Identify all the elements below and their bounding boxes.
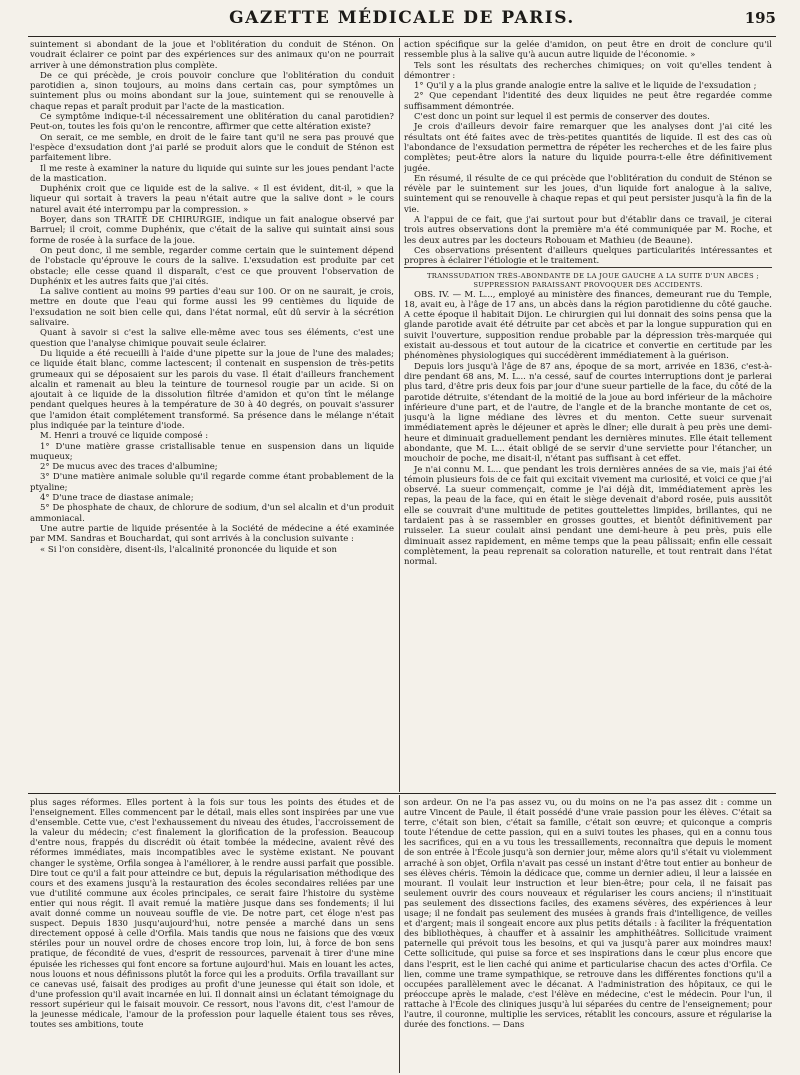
paragraph: A l'appui de ce fait, que j'ai surtout pour but d'établir dans ce travail, je citerai trois autres observations dont la première m'a été communiquée par M. Roche, et les deux autres par les docteurs Robouam et Mathieu (de Beaune).: [404, 215, 772, 246]
paragraph: Du liquide a été recueilli à l'aide d'une pipette sur la joue de l'une des malades; ce liquide était blanc, comme lactescent; il contenait en suspension de très-petits grumeaux qui se déposaient sur les parois du vase. Il était d'ailleurs franchement alcalin et ramenait au bleu la teinture de tournesol rougie par un acide. Si on ajoutait à ce liquide de la dissolution filtrée d'amidon et qu'on tînt le mélange pendant quelques heures à la température de 30 à 40 degrés, on pouvait s'assurer que l'amidon était complétement transformé. Sa présence dans le mélange n'était plus indiquée par la teinture d'iode.: [30, 348, 394, 431]
paragraph: M. Henri a trouvé ce liquide composé :: [40, 431, 209, 442]
list-item: 2° Que cependant l'identité des deux liquides ne peut être regardée comme suffisamment démontrée.: [404, 91, 772, 112]
paragraph: son ardeur. On ne l'a pas assez vu, ou du moins on ne l'a pas assez dit : comme un autre Vincent de Paule, il était possédé d'une vraie passion pour les élèves. C'était sa terre, c'était son bien, c'était sa famille, c'était son œuvre; et quiconque a compris toute l'étendue de cette passion, qui en a suivi toutes les phases, qui en a connu tous les sacrifices, qui en a vu tous les tressaillements, reconnaîtra que depuis le moment de son entrée à l'École jusqu'à son dernier jour, même alors qu'il s'était vu violemment arraché à son objet, Orfila n'avait pas cessé un instant d'être tout entier au bonheur de ses élèves chéris. Témoin la dédicace que, comme un dernier adieu, il leur a laissée en mourant. Il voulait leur instruction et leur bien-être; pour cela, il ne faisait pas seulement ouvrir des cours nouveaux et régulariser les cours anciens; il n'instituait pas seulement des dissections faciles, des examens sévères, des expériences à leur usage; il ne fondait pas seulement des musées à grands frais d'intelligence, de veilles et d'argent; mais il songeait encore aux plus petits détails : à faciliter la fréquentation des bibliothèques, à chauffer et à assainir les amphithéâtres. Sollicitude vraiment paternelle qui prévoit tous les besoins, et qui va jusqu'à parer aux moindres maux! Cette sollicitude, qui puise sa force et ses inspirations dans le cœur plus encore que dans l'esprit, est le lien caché qui anime et particularise chacun des actes d'Orfila. Ce lien, comme une trame sympathique, se retrouve dans les différentes fonctions qu'il a occupées parallèlement avec le décanat. A l'administration des hôpitaux, ce qui le préoccupe après le malade, c'est l'élève en médecine, c'est le médecin. Pour l'un, il rattache à l'École des cliniques jusqu'à lui séparées du centre de l'enseignement; pour l'autre, il couronne, multiplie les services, rétablit les concours, assure et régularise la durée des fonctions. — Dans: [404, 797, 772, 1030]
paragraph: « Si l'on considère, disent-ils, l'alcalinité prononcée du liquide et son: [40, 544, 338, 555]
paragraph: Boyer, dans son TRAITÉ DE CHIRURGIE, indique un fait analogue observé par Barruel; il croit, comme Duphénix, que c'était de la salive qui suintait ainsi sous forme de rosée à la surface de la joue.: [30, 215, 394, 246]
paragraph: On peut donc, il me semble, regarder comme certain que le suintement dépend de l'obstacle qu'éprouve le cours de la salive. L'exsudation est produite par cet obstacle; elle cesse quand il disparaît, c'est ce que prouvent l'observation de Duphénix et les autres faits que j'ai cités.: [30, 245, 394, 287]
paragraph: En résumé, il résulte de ce qui précède que l'oblitération du conduit de Sténon se révèle par le suintement sur les joues, d'un liquide fort analogue à la salive, suintement qui se renouvelle à chaque repas et qui peut persister jusqu'à la fin de la vie.: [404, 173, 772, 215]
list-item: 5° De phosphate de chaux, de chlorure de sodium, d'un sel alcalin et d'un produit ammoniacal.: [30, 503, 394, 524]
page-number: 195: [744, 9, 776, 27]
paragraph: Une autre partie de liquide présentée à la Société de médecine a été examinée par MM. Sandras et Bouchardat, qui sont arrivés à la conclusion suivante :: [30, 523, 394, 545]
list-item: 3° D'une matière animale soluble qu'il regarde comme étant probablement de la ptyaline;: [30, 472, 394, 493]
paragraph: OBS. IV. — M. L..., employé au ministère des finances, demeurant rue du Temple, 18, avait eu, à l'âge de 17 ans, un abcès dans la région parotidienne du côté gauche. A cette époque il habitait Dijon. Le chirurgien qui lui donnait des soins pensa que la glande parotide avait été détruite par cet abcès et par la longue suppuration qui en suivit l'ouverture, supposition rendue probable par la dépression très-marquée qui existait au-dessous et tout autour de la cicatrice et convertie en certitude par les phénomènes physiologiques qui succédèrent immédiatement à la guérison.: [404, 289, 772, 362]
paragraph: Ces observations présentent d'ailleurs quelques particularités intéressantes et propres à éclairer l'étiologie et le traitement.: [404, 245, 772, 267]
paragraph: De ce qui précède, je crois pouvoir conclure que l'oblitération du conduit parotidien a, sinon toujours, au moins dans certain cas, pour symptômes un suintement plus ou moins abondant sur la joue, suintement qui se renouvelle à chaque repas et paraît produit par l'acte de la mastication.: [30, 70, 394, 112]
list-item: 1° Qu'il y a la plus grande analogie entre la salive et le liquide de l'exsudation ;: [414, 81, 757, 92]
paragraph: plus sages réformes. Elles portent à la fois sur tous les points des études et de l'enseignement. Elles commencent par le détail, mais elles sont inspirées par une vue d'ensemble. Cette vue, c'est l'exhaussement du niveau des études, l'accroissement de la valeur du médecin; c'est finalement la glorification de la profession. Beaucoup d'entre nous, frappés du discrédit où était tombée la médecine, avaient rêvé des réformes immédiates, mais incompatibles avec le système existant. Ne pouvant changer le système, Orfila songea à l'améliorer, à le rendre aussi parfait que possible. Dire tout ce qu'il a fait pour atteindre ce but, depuis la régularisation méthodique des cours et des examens jusqu'à la restauration des écoles secondaires reliées par une vue d'utilité commune aux écoles principales, ce serait faire l'histoire du système entier qui nous régit. Il avait remué la matière jusque dans ses fondements; il lui avait donné comme un nouveau souffle de vie. De notre part, cet éloge n'est pas suspect. Depuis 1830 jusqu'aujourd'hui, notre pensée a marché dans un sens directement opposé à celle d'Orfila. Mais tandis que nous ne faisions que des vœux stériles pour un nouvel ordre de choses encore trop loin, lui, à force de bon sens pratique, de fécondité de vues, d'esprit de ressources, parvenait à tirer d'une mine épuisée les richesses qui font encore sa fortune aujourd'hui. Mais en louant les actes, nous louons et nous définissons plutôt la force qui les a produits. Orfila travaillant sur ce canevas usé, faisait des prodiges au profit d'une jeunesse qui était son idole, et d'une profession qu'il avait incarnée en lui. Il donnait ainsi un éclatant témoignage du ressort supérieur qui le faisait mouvoir. Ce ressort, nous l'avons dit, c'est l'amour de la jeunesse médicale, l'amour de la profession pour laquelle étaient tous ses rêves, toutes ses ambitions, toute: [30, 797, 394, 1030]
paragraph: La salive contient au moins 99 parties d'eau sur 100. Or on ne saurait, je crois, mettre en doute que l'eau qui forme aussi les 99 centièmes du liquide de l'exsudation ne soit bien celle qui, dans l'état normal, eût dû servir à la sécrétion salivaire.: [30, 287, 394, 329]
column-divider: [399, 38, 400, 792]
paragraph: suintement si abondant de la joue et l'oblitération du conduit de Sténon. On voudrait éclairer ce point par des expériences sur des animaux qu'on ne pourrait arriver à une démonstration plus complète.: [30, 40, 394, 71]
paragraph: Ce symptôme indique-t-il nécessairement une oblitération du canal parotidien? Peut-on, toutes les fois qu'on le rencontre, affirmer que cette altération existe?: [30, 112, 394, 133]
list-item: 1° D'une matière grasse cristallisable tenue en suspension dans un liquide muqueux;: [30, 441, 394, 462]
article-column-left: [30, 40, 394, 790]
section-heading: TRANSSUDATION TRÈS-ABONDANTE DE LA JOUE GAUCHE A LA SUITE D'UN ABCÈS ; SUPPRESSION PARAISSANT PROVOQUER DES ACCIDENTS.: [404, 267, 772, 290]
paragraph: Depuis lors jusqu'à l'âge de 87 ans, époque de sa mort, arrivée en 1836, c'est-à-dire pendant 68 ans, M. L... n'a cessé, sauf de courtes interruptions dont je parlerai plus tard, d'être pris deux fois par jour d'une sueur partielle de la face, du côté de la parotide détruite, s'étendant de la moitié de la joue au bord inférieur de la mâchoire inférieure d'une part, et de l'autre, de l'angle et de la branche montante de cet os, jusqu'à la ligne médiane des lèvres et du menton. Cette sueur survenait immédiatement après le déjeuner et après le dîner; elle durait à peu près une demi-heure et diminuait graduellement pendant les dernières minutes. Elle était tellement abondante, que M. L... était obligé de se servir d'une serviette pour l'étancher, un mouchoir de poche, me disait-il, n'étant pas suffisant à cet effet.: [404, 361, 772, 465]
paragraph: Quant à savoir si c'est la salive elle-même avec tous ses éléments, c'est une question que l'analyse chimique pouvait seule éclairer.: [30, 328, 394, 349]
page-header: [28, 6, 776, 37]
paragraph: Duphénix croit que ce liquide est de la salive. « Il est évident, dit-il, » que la liqueur qui sortait à travers la peau n'était autre que la salive dont » le cours naturel avait été interrompu par la compression. »: [30, 184, 394, 215]
article-column-right: [404, 40, 772, 790]
paragraph: Il me reste à examiner la nature du liquide qui suinte sur les joues pendant l'acte de la mastication.: [30, 163, 394, 184]
paragraph: action spécifique sur la gelée d'amidon, on peut être en droit de conclure qu'il ressemble plus à la salive qu'à aucun autre liquide de l'économie. »: [404, 40, 772, 61]
horizontal-divider: [28, 793, 776, 794]
paragraph: Je crois d'ailleurs devoir faire remarquer que les analyses dont j'ai cité les résultats ont été faites avec de très-petites quantités de liquide. Il est des cas où l'abondance de l'exsudation permettra de répéter les recherches et de les faire plus complètes; peut-être alors la nature du liquide pourra-t-elle être définitivement jugée.: [404, 122, 772, 174]
list-item: 4° D'une trace de diastase animale;: [40, 493, 194, 504]
paragraph: Je n'ai connu M. L... que pendant les trois dernières années de sa vie, mais j'ai été témoin plusieurs fois de ce fait qui excitait vivement ma curiosité, et voici ce que j'ai observé. La sueur commençait, comme je l'ai déjà dit, immédiatement après les repas, la peau de la face, qui en était le siège devenait d'abord rosée, puis aussitôt elle se couvrait d'une multitude de petites gouttelettes limpides, brillantes, qui ne tardaient pas à se rassembler en grosses gouttes, et bientôt définitivement par ruisseler. La sueur coulait ainsi pendant une demi-heure à peu près, puis elle diminuait assez rapidement, en même temps que la peau pâlissait; enfin elle cessait complètement, la peau reprenait sa coloration naturelle, et tout rentrait dans l'état normal.: [404, 464, 772, 568]
column-divider: [399, 795, 400, 1073]
feuilleton-column-left: [30, 797, 394, 1072]
paragraph: Tels sont les résultats des recherches chimiques; on voit qu'elles tendent à démontrer :: [404, 60, 772, 81]
paragraph: C'est donc un point sur lequel il est permis de conserver des doutes.: [414, 112, 710, 123]
feuilleton-column-right: [404, 797, 772, 1072]
journal-title: GAZETTE MÉDICALE DE PARIS.: [229, 8, 575, 28]
paragraph: On serait, ce me semble, en droit de le faire tant qu'il ne sera pas prouvé que l'espèce d'exsudation dont j'ai parlé se produit alors que le conduit de Sténon est parfaitement libre.: [30, 132, 394, 164]
list-item: 2° De mucus avec des traces d'albumine;: [40, 462, 218, 473]
